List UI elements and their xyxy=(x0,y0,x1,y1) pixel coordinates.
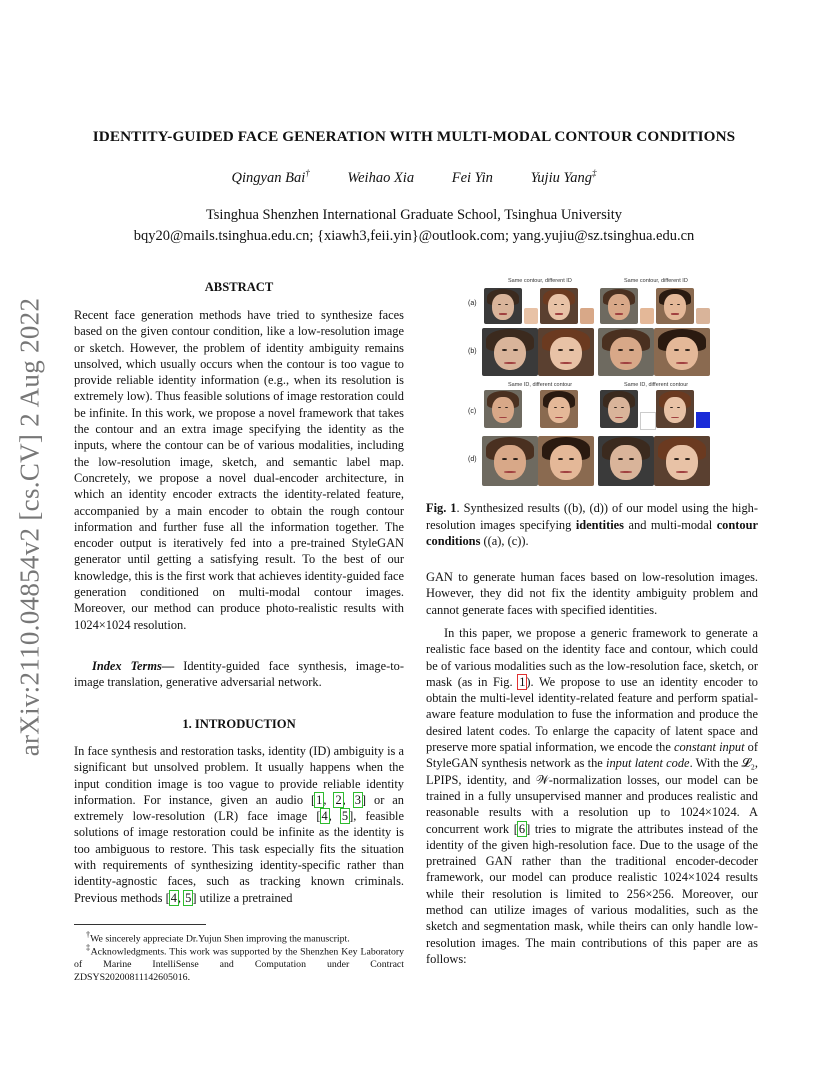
generated-face xyxy=(654,328,710,376)
citation-link[interactable]: 4 xyxy=(170,890,177,905)
row-label: (d) xyxy=(468,456,477,463)
citation-link[interactable]: 6 xyxy=(518,821,526,836)
author-list xyxy=(0,168,828,187)
generated-face xyxy=(482,328,538,376)
identity-image xyxy=(600,390,638,428)
footnote-1: †We sincerely appreciate Dr.Yujun Shen improving the manuscript. xyxy=(86,930,350,945)
figure-header: Same contour, different ID xyxy=(508,278,572,284)
low-res-contour xyxy=(640,308,654,324)
identity-image xyxy=(484,288,522,324)
figure-1 xyxy=(464,272,762,492)
row-label: (b) xyxy=(468,348,477,355)
row-label: (c) xyxy=(468,408,477,415)
author-1: Qingyan Bai† xyxy=(231,168,310,186)
citation-link[interactable]: 4 xyxy=(321,809,328,824)
affiliation: Tsinghua Shenzhen International Graduate School, Tsinghua University xyxy=(205,207,623,223)
identity-image xyxy=(540,390,578,428)
low-res-contour xyxy=(696,308,710,324)
footnote-rule xyxy=(74,924,206,925)
body-paragraph-1: GAN to generate human faces based on low-resolution images. However, they did not fix the identity ambiguity problem and cannot generate faces with specified identities. xyxy=(426,570,758,617)
index-terms: Index Terms— Identity-guided face synthesis, image-to-image translation, generative adversarial network. xyxy=(74,659,404,690)
identity-image xyxy=(656,288,694,324)
citation-link[interactable]: 5 xyxy=(341,809,349,824)
paper-title: IDENTITY-GUIDED FACE GENERATION WITH MULTI-MODAL CONTOUR CONDITIONS xyxy=(92,128,736,145)
generated-face xyxy=(598,328,654,376)
low-res-contour xyxy=(580,308,594,324)
figure-header: Same contour, different ID xyxy=(624,278,688,284)
mask-contour xyxy=(696,412,710,428)
low-res-contour xyxy=(524,308,538,324)
generated-face xyxy=(538,436,594,486)
abstract-text: Recent face generation methods have tried to synthesize faces based on the given contour condition, like a low-resolution image or sketch. However, the problem of identity ambiguity remains unsolved, which usually occurs when the contour is too vague to provide reliable identity information (e.g., when its resolution is extremely low). Thus feasible solutions of image restoration could be infinite. In this work, we propose a novel framework that takes the contour and an extra image specifying the identity as the inputs, where the contour can be of various modalities, including the low-resolution image, sketch, and semantic label map. Concretely, we propose a novel dual-encoder architecture, in which an identity encoder extracts the identity-related feature, accompanied by a main encoder to obtain the rough contour information and further fuse all the information together. The encoder output is iteratively fed into a pre-trained StyleGAN generator until getting a satisfying result. To the best of our knowledge, this is the first work that achieves identity-guided face generation conditioned on multi-modal contour images. Moreover, our method can produce photo-realistic results with 1024×1024 resolution. xyxy=(74,308,404,632)
citation-link[interactable]: 5 xyxy=(185,890,192,905)
affiliation-block xyxy=(0,205,828,247)
identity-image xyxy=(656,390,694,428)
abstract-heading: ABSTRACT xyxy=(204,280,274,294)
sketch-contour xyxy=(640,412,656,430)
intro-paragraph: In face synthesis and restoration tasks, identity (ID) ambiguity is a significant but unsolved problem. It usually happens when the input condition image is too vague to provide reliable identity information. For instance, given an audio [1, 2, 3] or an extremely low-resolution (LR) face image [4, 5], feasible solutions of image restoration could be infinite as the identity is too ambiguous to restore. This task especially fits the situation with requirements of synthesizing identity-specific rather than identity-agnostic faces, such as tracking known criminals. Previous methods [4, 5] utilize a pretrained xyxy=(74,744,405,905)
body-paragraph-2: In this paper, we propose a generic framework to generate a realistic face based on the identity face and contour, which could be of various modalities such as the low-resolution face, sketch, or mask (as in Fig. 1). We propose to use an identity encoder to obtain the multi-level identity-related feature and perform spatial-aware feature modulation to fuse the information and produce the desired latent codes. To enlarge the capacity of latent space and preserve more spatial information, we encode the constant input of StyleGAN synthesis network as the input latent code. With the 𝓛₂, LPIPS, identity, and 𝒲-normalization losses, our model can be trained in a fully unsupervised manner and produces realistic and reasonable results with a resolution up to 1024×1024. A concurrent work [6] tries to migrate the attributes instead of the identity of the given high-resolution face. Due to the usage of the pretrained GAN rather than the traditional encoder-decoder framework, our model can produce realistic 1024×1024 results while their resolution is limited to 256×256. Moreover, our method can utilize images of various modalities, such as the sketch and segmentation mask, while theirs can only handle low-resolution images. The main contributions of this paper are as follows: xyxy=(426,626,758,966)
identity-image xyxy=(484,390,522,428)
author-4: Yujiu Yang‡ xyxy=(530,168,597,186)
intro-heading: 1. INTRODUCTION xyxy=(182,717,296,731)
figure-header: Same ID, different contour xyxy=(624,382,689,388)
identity-image xyxy=(540,288,578,324)
author-3: Fei Yin xyxy=(451,169,493,186)
citation-link[interactable]: 2 xyxy=(335,792,342,807)
generated-face xyxy=(538,328,594,376)
figure-link[interactable]: 1 xyxy=(519,674,526,689)
generated-face xyxy=(482,436,538,486)
generated-face xyxy=(598,436,654,486)
emails: bqy20@mails.tsinghua.edu.cn; {xiawh3,feii.yin}@outlook.com; yang.yujiu@sz.tsinghua.edu.cn xyxy=(133,228,695,244)
citation-link[interactable]: 1 xyxy=(316,792,323,807)
citation-link[interactable]: 3 xyxy=(354,792,361,807)
identity-image xyxy=(600,288,638,324)
arxiv-identifier: arXiv:2110.04854v2 [cs.CV] 2 Aug 2022 xyxy=(14,297,45,757)
figure-header: Same ID, different contour xyxy=(508,382,573,388)
footnote-2: ‡Acknowledgments. This work was supported by the Shenzhen Key Laboratory of Marine IntelliSense and Computation under Contract ZDSYS20200811142605016. xyxy=(74,943,405,984)
generated-face xyxy=(654,436,710,486)
author-2: Weihao Xia xyxy=(347,169,415,186)
row-label: (a) xyxy=(468,300,477,307)
figure-caption: Fig. 1. Synthesized results ((b), (d)) of our model using the high-resolution images specifying identities and multi-modal contour conditions ((a), (c)). xyxy=(426,501,758,548)
